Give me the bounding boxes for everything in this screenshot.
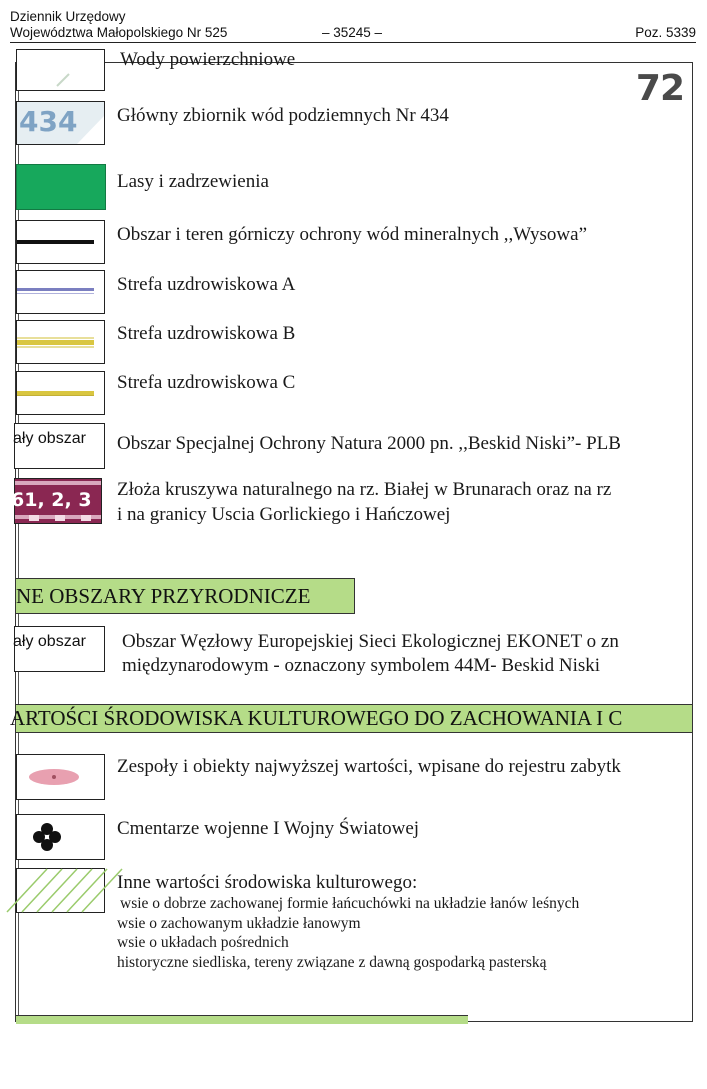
monuments-label: Zespoły i obiekty najwyższej wartości, wpisane do rejestru zabytk bbox=[117, 756, 621, 777]
cultural-values-sub-2: wsie o zachowanym układzie łanowym bbox=[117, 915, 361, 932]
cemetery-symbol bbox=[16, 814, 105, 860]
aggregates-label-line2: i na granicy Uscia Gorlickiego i Hańczowej bbox=[117, 504, 451, 525]
spa-zone-b-label: Strefa uzdrowiskowa B bbox=[117, 323, 296, 344]
cultural-values-sub-1: wsie o dobrze zachowanej formie łańcuchówki na układzie łanów leśnych bbox=[120, 895, 580, 912]
forest-label: Lasy i zadrzewienia bbox=[117, 171, 269, 192]
spa-zone-c-label: Strefa uzdrowiskowa C bbox=[117, 372, 296, 393]
aquifer-symbol bbox=[16, 101, 105, 145]
cultural-values-label: Inne wartości środowiska kulturowego: bbox=[117, 872, 418, 893]
mining-area-symbol bbox=[16, 220, 105, 264]
page-number: – 35245 – bbox=[322, 25, 383, 40]
spa-zone-a-label: Strefa uzdrowiskowa A bbox=[117, 274, 296, 295]
aquifer-symbol-text: 434 bbox=[19, 105, 78, 138]
spa-zone-b-symbol bbox=[16, 320, 105, 364]
legend-frame bbox=[10, 49, 693, 1022]
section-nature-text: NE OBSZARY PRZYRODNICZE bbox=[16, 584, 311, 608]
page-header bbox=[10, 9, 696, 43]
spa-zone-c-symbol bbox=[16, 371, 105, 415]
bottom-band-partial bbox=[16, 1015, 468, 1024]
surface-water-symbol bbox=[16, 49, 105, 91]
cultural-values-sub-3: wsie o układach pośrednich bbox=[117, 934, 289, 951]
natura-symbol bbox=[14, 423, 105, 469]
spa-zone-a-symbol bbox=[16, 270, 105, 314]
cemetery-cross-icon bbox=[17, 815, 104, 859]
map-number: 72 bbox=[635, 68, 684, 109]
cemetery-label: Cmentarze wojenne I Wojny Światowej bbox=[117, 818, 420, 839]
aggregates-label-line1: Złoża kruszywa naturalnego na rz. Białej w Brunarach oraz na rz bbox=[117, 479, 612, 500]
ekonet-symbol-text: ały obszar bbox=[13, 633, 86, 650]
position-number: Poz. 5339 bbox=[635, 25, 696, 40]
section-culture-heading bbox=[10, 704, 692, 733]
aggregates-symbol bbox=[11, 478, 102, 524]
mining-area-label: Obszar i teren górniczy ochrony wód mineralnych ,,Wysowa” bbox=[117, 224, 587, 245]
cultural-values-symbol bbox=[16, 868, 105, 913]
forest-symbol bbox=[16, 164, 106, 210]
natura-symbol-text: ały obszar bbox=[13, 430, 86, 447]
section-nature-heading bbox=[16, 578, 355, 614]
natura-label: Obszar Specjalnej Ochrony Natura 2000 pn. ,,Beskid Niski”- PLB bbox=[117, 433, 621, 454]
aquifer-label: Główny zbiornik wód podziemnych Nr 434 bbox=[117, 105, 449, 126]
aggregates-symbol-text: 61, 2, 3 bbox=[11, 489, 92, 511]
section-culture-text: ARTOŚCI ŚRODOWISKA KULTUROWEGO DO ZACHOWANIA I C bbox=[10, 706, 623, 730]
journal-subtitle: Województwa Małopolskiego Nr 525 bbox=[10, 25, 228, 40]
ekonet-label-line1: Obszar Węzłowy Europejskiej Sieci Ekologicznej EKONET o zn bbox=[122, 631, 619, 652]
ekonet-label-line2: międzynarodowym - oznaczony symbolem 44M- Beskid Niski bbox=[122, 655, 601, 676]
surface-water-label: Wody powierzchniowe bbox=[120, 49, 296, 70]
monuments-symbol bbox=[16, 754, 105, 800]
journal-title: Dziennik Urzędowy bbox=[10, 9, 126, 24]
ekonet-symbol bbox=[14, 626, 105, 672]
cultural-values-sub-4: historyczne siedliska, tereny związane z dawną gospodarką pasterską bbox=[117, 954, 547, 971]
